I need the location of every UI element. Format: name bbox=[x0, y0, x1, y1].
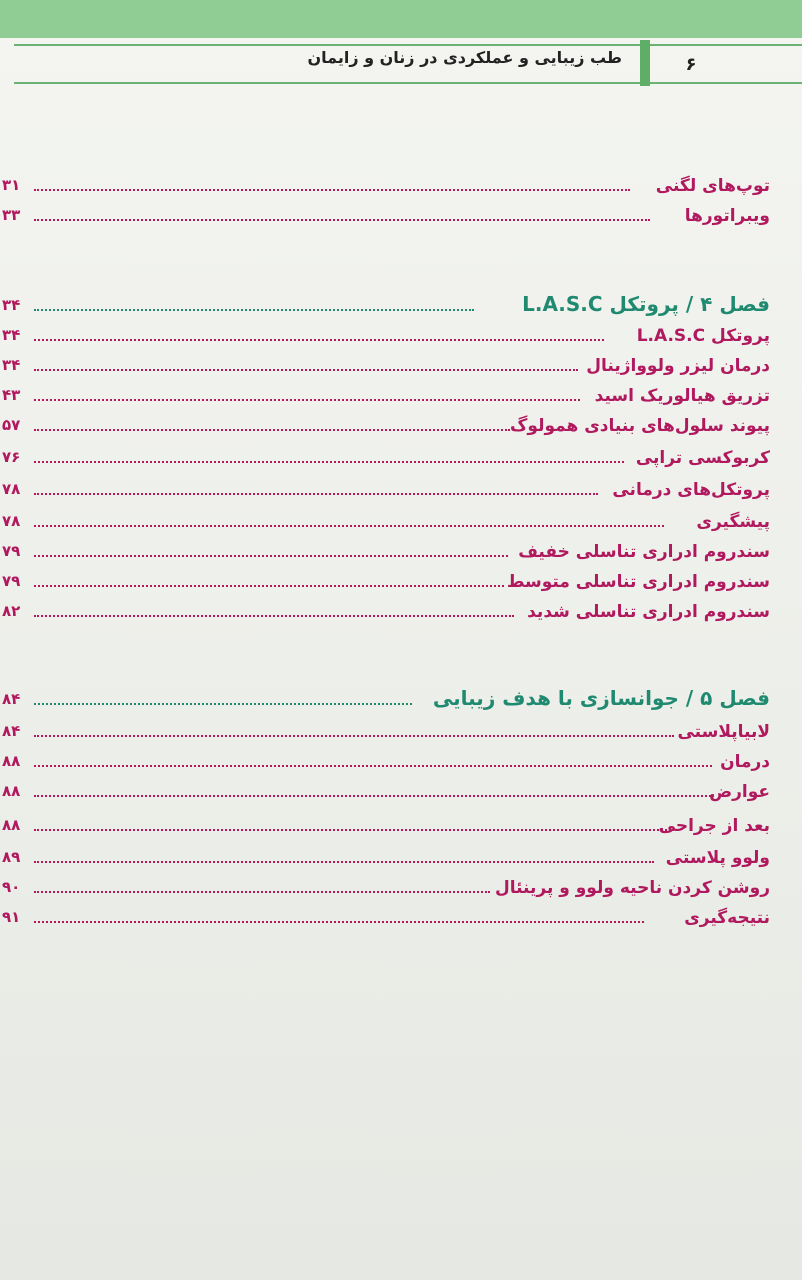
toc-entry-title: پیشگیری bbox=[696, 512, 770, 532]
toc-entry-title: سندروم ادراری تناسلی متوسط bbox=[506, 572, 770, 592]
leader-dots bbox=[34, 555, 508, 557]
toc-page-number: ۷۸ bbox=[2, 512, 21, 530]
leader-dots bbox=[34, 309, 474, 311]
toc-entry-title: تزریق هیالوریک اسید bbox=[594, 386, 770, 406]
toc-entry[interactable] bbox=[0, 440, 770, 470]
chapter-title: فصل ۵ / جوانسازی با هدف زیبایی bbox=[432, 686, 770, 710]
leader-dots bbox=[34, 703, 412, 705]
toc-entry-title: پروتکل‌های درمانی bbox=[612, 480, 770, 500]
toc-entry[interactable] bbox=[0, 840, 770, 870]
page-number: ۶ bbox=[685, 54, 697, 75]
leader-dots bbox=[34, 219, 650, 221]
toc-page-number: ۳۴ bbox=[2, 356, 21, 374]
toc-page-number: ۳۴ bbox=[2, 326, 21, 344]
toc-page-number: ۹۱ bbox=[2, 908, 21, 926]
toc-entry[interactable] bbox=[0, 198, 770, 228]
toc-page-number: ۷۹ bbox=[2, 542, 21, 560]
leader-dots bbox=[34, 189, 630, 191]
toc-page-number: ۸۸ bbox=[2, 816, 21, 834]
toc-page-number: ۸۴ bbox=[2, 722, 21, 740]
toc-entry[interactable] bbox=[0, 408, 770, 438]
leader-dots bbox=[34, 891, 490, 893]
toc-entry-title: کربوکسی تراپی bbox=[635, 448, 770, 468]
toc-page-number: ۳۳ bbox=[2, 206, 21, 224]
toc-entry-title: پیوند سلول‌های بنیادی همولوگ bbox=[510, 416, 770, 436]
leader-dots bbox=[34, 525, 664, 527]
toc-entry-title: لابیاپلاستی bbox=[677, 722, 770, 742]
toc-entry-title: بعد از جراحی bbox=[658, 816, 770, 836]
toc-page-number: ۸۸ bbox=[2, 752, 21, 770]
toc-entry[interactable] bbox=[0, 472, 770, 502]
top-green-band bbox=[0, 0, 802, 38]
toc-entry[interactable] bbox=[0, 714, 770, 744]
leader-dots bbox=[34, 861, 654, 863]
toc-chapter-heading[interactable] bbox=[0, 678, 770, 712]
toc-entry[interactable] bbox=[0, 564, 770, 594]
toc-entry-title: ویبراتورها bbox=[684, 206, 770, 226]
toc-entry[interactable] bbox=[0, 378, 770, 408]
leader-dots bbox=[34, 339, 604, 341]
toc-page-number: ۸۲ bbox=[2, 602, 21, 620]
leader-dots bbox=[34, 615, 514, 617]
toc-page-number: ۸۸ bbox=[2, 782, 21, 800]
toc-entry[interactable] bbox=[0, 744, 770, 774]
toc-page-number: ۳۴ bbox=[2, 296, 21, 314]
toc-entry-title: نتیجه‌گیری bbox=[684, 908, 770, 928]
leader-dots bbox=[34, 795, 714, 797]
toc-page-number: ۵۷ bbox=[2, 416, 21, 434]
leader-dots bbox=[34, 493, 598, 495]
leader-dots bbox=[34, 585, 504, 587]
toc-entry[interactable] bbox=[0, 900, 770, 930]
toc-entry-title: درمان bbox=[720, 752, 770, 772]
toc-page-number: ۴۳ bbox=[2, 386, 21, 404]
toc-entry[interactable] bbox=[0, 594, 770, 624]
toc-page-number: ۹۰ bbox=[2, 878, 21, 896]
leader-dots bbox=[34, 735, 674, 737]
toc-entry[interactable] bbox=[0, 534, 770, 564]
toc-entry[interactable] bbox=[0, 348, 770, 378]
toc-entry[interactable] bbox=[0, 774, 770, 804]
toc-entry-title: ولوو پلاستی bbox=[665, 848, 770, 868]
leader-dots bbox=[34, 429, 510, 431]
toc-entry[interactable] bbox=[0, 870, 770, 900]
toc-page-number: ۷۸ bbox=[2, 480, 21, 498]
toc-page-number: ۷۶ bbox=[2, 448, 21, 466]
chapter-title: فصل ۴ / پروتکل L.A.S.C bbox=[522, 292, 770, 316]
toc-entry-title: درمان لیزر ولوواژینال bbox=[586, 356, 770, 376]
toc-page-number: ۸۹ bbox=[2, 848, 21, 866]
leader-dots bbox=[34, 461, 624, 463]
toc-page-number: ۸۴ bbox=[2, 690, 21, 708]
toc-chapter-heading[interactable] bbox=[0, 284, 770, 318]
header-separator bbox=[640, 40, 650, 86]
leader-dots bbox=[34, 765, 712, 767]
toc-entry-title: سندروم ادراری تناسلی خفیف bbox=[518, 542, 770, 562]
toc-entry-title: عوارض bbox=[709, 782, 770, 802]
toc-entry-title: سندروم ادراری تناسلی شدید bbox=[527, 602, 770, 622]
leader-dots bbox=[34, 369, 578, 371]
leader-dots bbox=[34, 829, 674, 831]
toc-entry-title: توپ‌های لگنی bbox=[655, 176, 770, 196]
toc-entry[interactable] bbox=[0, 504, 770, 534]
leader-dots bbox=[34, 399, 580, 401]
running-header-title: طب زیبایی و عملکردی در زنان و زایمان bbox=[307, 48, 622, 67]
toc-page-number: ۳۱ bbox=[2, 176, 21, 194]
toc-page-number: ۷۹ bbox=[2, 572, 21, 590]
toc-entry-title: پروتکل L.A.S.C bbox=[636, 326, 770, 346]
toc-entry[interactable] bbox=[0, 168, 770, 198]
toc-entry-title: روشن کردن ناحیه ولوو و پرینئال bbox=[494, 878, 770, 898]
toc-entry[interactable] bbox=[0, 808, 770, 838]
leader-dots bbox=[34, 921, 644, 923]
toc-entry[interactable] bbox=[0, 318, 770, 348]
